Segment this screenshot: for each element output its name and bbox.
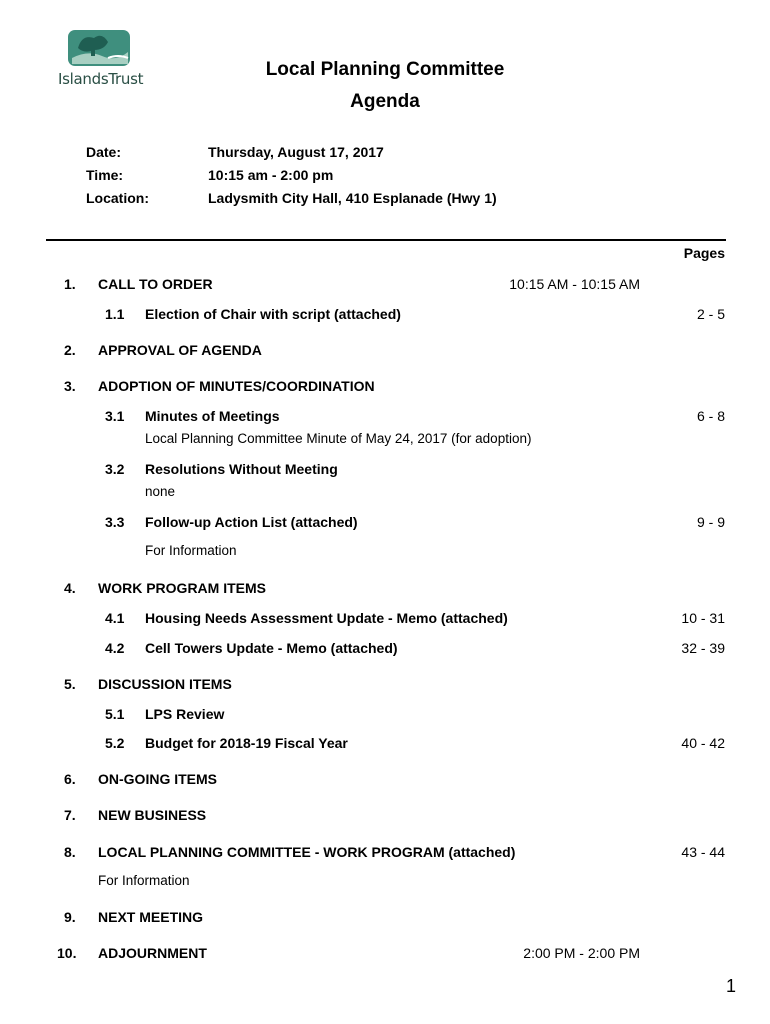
subitem-number: 4.1 [105, 610, 125, 626]
subitem-number: 3.2 [105, 461, 125, 477]
item-number: 7. [64, 807, 76, 823]
subitem-title: Housing Needs Assessment Update - Memo (attached) [145, 610, 508, 626]
time-value: 10:15 am - 2:00 pm [208, 167, 334, 183]
subitem-number: 3.1 [105, 408, 125, 424]
item-title: NEXT MEETING [98, 909, 204, 925]
item-number: 2. [64, 342, 76, 358]
logo-text: IslandsTrust [58, 70, 144, 88]
subitem-title: Minutes of Meetings [145, 408, 280, 424]
subitem-title: Follow-up Action List (attached) [145, 514, 358, 530]
subitem-pages: 2 - 5 [696, 306, 725, 322]
subitem-number: 5.1 [105, 706, 125, 722]
subitem-pages: 10 - 31 [681, 610, 725, 626]
subitem-title: Cell Towers Update - Memo (attached) [145, 640, 398, 656]
item-time: 10:15 AM - 10:15 AM [509, 276, 640, 292]
subitem-pages: 6 - 8 [696, 408, 725, 424]
item-number: 3. [64, 378, 76, 394]
item-number: 10. [57, 945, 77, 961]
location-value: Ladysmith City Hall, 410 Esplanade (Hwy 1) [208, 190, 497, 206]
item-title: WORK PROGRAM ITEMS [98, 580, 266, 596]
item-title: APPROVAL OF AGENDA [98, 342, 262, 358]
page-subtitle: Agenda [350, 91, 420, 112]
subitem-title: LPS Review [145, 706, 225, 722]
item-title: CALL TO ORDER [98, 276, 213, 292]
subitem-number: 5.2 [105, 735, 125, 751]
page-number: 1 [725, 976, 736, 996]
subitem-pages: 32 - 39 [681, 640, 725, 656]
subitem-pages: 9 - 9 [696, 514, 725, 530]
item-note: For Information [98, 873, 190, 888]
time-label: Time: [86, 167, 124, 183]
pages-header: Pages [683, 245, 725, 261]
item-number: 8. [64, 844, 76, 860]
subitem-note: For Information [145, 543, 237, 558]
divider [46, 239, 726, 241]
item-title: ADJOURNMENT [98, 945, 207, 961]
item-title: ON-GOING ITEMS [98, 771, 217, 787]
item-number: 4. [64, 580, 76, 596]
item-title: LOCAL PLANNING COMMITTEE - WORK PROGRAM (attached) [98, 844, 516, 860]
date-label: Date: [86, 144, 122, 160]
subitem-note: none [145, 484, 176, 499]
subitem-number: 3.3 [105, 514, 125, 530]
subitem-title: Budget for 2018-19 Fiscal Year [145, 735, 348, 751]
date-value: Thursday, August 17, 2017 [208, 144, 384, 160]
item-number: 6. [64, 771, 76, 787]
item-title: ADOPTION OF MINUTES/COORDINATION [98, 378, 375, 394]
subitem-pages: 40 - 42 [681, 735, 725, 751]
page-title: Local Planning Committee [265, 59, 505, 80]
item-title: DISCUSSION ITEMS [98, 676, 232, 692]
subitem-note: Local Planning Committee Minute of May 24, 2017 (for adoption) [145, 431, 532, 446]
subitem-number: 4.2 [105, 640, 125, 656]
subitem-number: 1.1 [105, 306, 125, 322]
item-title: NEW BUSINESS [98, 807, 207, 823]
item-number: 1. [64, 276, 76, 292]
item-number: 5. [64, 676, 76, 692]
location-label: Location: [86, 190, 149, 206]
item-time: 2:00 PM - 2:00 PM [523, 945, 640, 961]
item-pages: 43 - 44 [681, 844, 725, 860]
item-number: 9. [64, 909, 76, 925]
subitem-title: Election of Chair with script (attached) [145, 306, 401, 322]
subitem-title: Resolutions Without Meeting [145, 461, 338, 477]
